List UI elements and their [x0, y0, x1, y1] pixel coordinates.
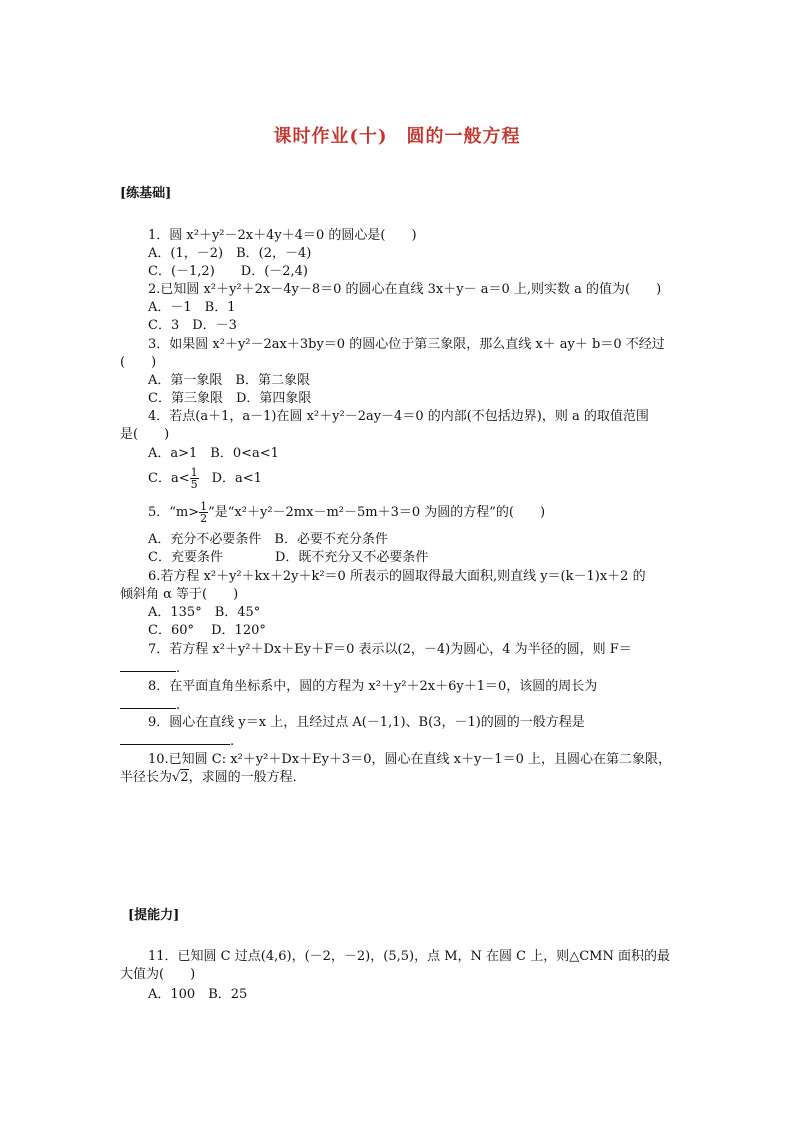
question-6-options-ab: A．135° B．45° [148, 605, 261, 620]
question-6-stem-line2: 倾斜角 α 等于( ) [120, 587, 239, 602]
question-4-option-c-prefix: C．a< [148, 471, 190, 486]
question-1-options-cd: C．(－1,2) D．(－2,4) [148, 264, 309, 279]
section-advanced-heading: [提能力] [128, 908, 180, 923]
question-2-stem: 2.已知圆 x²＋y²＋2x－4y－8＝0 的圆心在直线 3x＋y－ a＝0 上,则实数 a 的值为( ) [148, 282, 662, 297]
question-3-stem-line2: ( ) [120, 355, 157, 370]
question-5-fraction: $\frac{1}{2}$ [200, 500, 208, 525]
question-9-stem-line1: 9．圆心在直线 y＝x 上，且经过点 A(－1,1)、B(3，－1)的圆的一般方程是 [148, 715, 585, 730]
question-4-options-ab: A．a>1 B．0<a<1 [148, 446, 279, 461]
question-5-options-cd: C．充要条件 D．既不充分又不必要条件 [148, 550, 429, 565]
question-7-stem-line1: 7．若方程 x²＋y²＋Dx＋Ey＋F＝0 表示以(2，－4)为圆心，4 为半径的圆，则 F＝ [148, 642, 632, 657]
question-1-options-ab: A．(1，－2) B．(2，－4) [148, 246, 312, 261]
question-5-options-ab: A．充分不必要条件 B．必要不充分条件 [148, 532, 388, 547]
question-6-stem-line1: 6.若方程 x²＋y²＋kx＋2y＋k²＝0 所表示的圆取得最大面积,则直线 y＝(k－1)x＋2 的 [148, 569, 646, 584]
question-10-stem-line2: 半径长为√2，求圆的一般方程． [120, 770, 306, 785]
question-1-stem: 1．圆 x²＋y²－2x＋4y＋4＝0 的圆心是( ) [148, 228, 417, 243]
question-5-stem: 5．“m> $\frac{1}{2}$ ”是“x²＋y²－2mx－m²－5m＋3＝0 为圆的方程”的( ) [148, 500, 546, 525]
question-3-stem-line1: 3．如果圆 x²＋y²－2ax＋3by＝0 的圆心位于第三象限，那么直线 x＋ ay＋ b＝0 不经过 [148, 337, 665, 352]
question-2-options-cd: C．3 D．－3 [148, 318, 237, 333]
question-8-answer-blank[interactable] [120, 696, 176, 709]
question-10-sqrt: √2 [172, 770, 189, 785]
question-4-option-d: D．a<1 [198, 471, 262, 486]
question-3-options-cd: C．第三象限 D．第四象限 [148, 391, 312, 406]
question-6-options-cd: C．60° D．120° [148, 623, 266, 638]
question-4-stem-line2: 是( ) [120, 427, 170, 442]
question-11-stem-line1: 11．已知圆 C 过点(4,6)，(－2，－2)，(5,5)，点 M，N 在圆 C 上，则△CMN 面积的最 [148, 949, 670, 964]
question-7-answer-blank[interactable] [120, 659, 176, 672]
question-11-options-ab: A．100 B．25 [148, 987, 248, 1002]
question-8-stem-line2: . [120, 696, 680, 715]
question-11-stem-line2: 大值为( ) [120, 967, 196, 982]
page-title: 课时作业(十) 圆的一般方程 [273, 126, 521, 147]
question-9-stem-line2: . [120, 732, 680, 751]
question-4-options-cd [148, 467, 262, 490]
question-3-options-ab: A．第一象限 B．第二象限 [148, 373, 310, 388]
question-9-answer-blank[interactable] [120, 732, 230, 745]
question-10-stem-line1: 10.已知圆 C: x²＋y²＋Dx＋Ey＋3＝0，圆心在直线 x＋y－1＝0 上，且圆心在第二象限， [148, 752, 671, 767]
question-4-option-c-fraction: $\frac{1}{5}$ [190, 466, 198, 491]
question-7-stem-line2: . [120, 659, 680, 678]
question-2-options-ab: A．－1 B．1 [148, 300, 236, 315]
question-4-stem-line1: 4．若点(a＋1，a－1)在圆 x²＋y²－2ay－4＝0 的内部(不包括边界)，则 a 的取值范围 [148, 409, 649, 424]
section-basic-heading: [练基础] [120, 186, 172, 201]
question-8-stem-line1: 8．在平面直角坐标系中，圆的方程为 x²＋y²＋2x＋6y＋1＝0，该圆的周长为 [148, 679, 598, 694]
